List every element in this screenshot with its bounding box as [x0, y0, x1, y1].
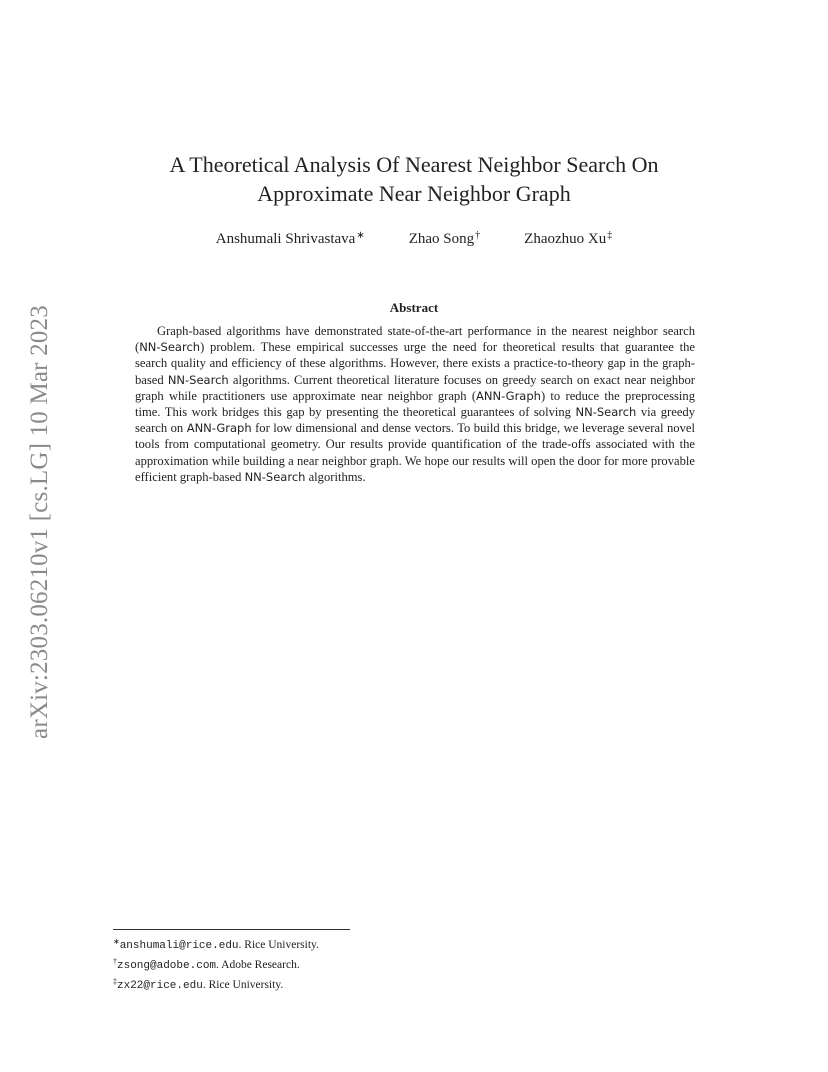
abstract-text: ) to reduce the preprocessing time. This work bridges this gap by presenting the theoretical guarantees of solving [135, 388, 695, 420]
author-1 [216, 230, 365, 248]
footnote-affiliation: . Rice University. [202, 979, 284, 992]
abstract-text: for low dimensional and dense vectors. To build this bridge, we leverage several novel tools from computational geometry. Our results provide quantification of the trade-offs associated with the approximation while building a near neighbor graph. We hope our results will open the door for more provable efficient graph-based [135, 421, 695, 484]
author-name: Zhao Song [408, 231, 475, 247]
author-list [0, 230, 828, 248]
footnote-email[interactable]: anshumali@rice.edu [119, 940, 239, 952]
term-nn-search: NN-Search [167, 372, 229, 387]
term-nn-search: NN-Search [244, 469, 306, 484]
abstract-body [135, 323, 695, 485]
footnote-rule [113, 929, 350, 930]
abstract-heading: Abstract [389, 300, 439, 315]
footnote-3 [113, 974, 513, 994]
term-ann-graph: ANN-Graph [476, 388, 541, 403]
term-nn-search: NN-Search [139, 340, 201, 355]
abstract-text: ) problem. These empirical successes urge the need for theoretical results that guarantee the search quality and efficiency of these algorithms. However, there exists a practice-to-theory gap in the graph-based [135, 340, 695, 387]
author-mark: † [475, 230, 481, 241]
abstract-text: Graph-based algorithms have demonstrated state-of-the-art performance in the nearest neighbor search ( [135, 324, 695, 355]
abstract-text: algorithms. [305, 469, 366, 484]
author-3 [524, 230, 612, 248]
author-mark: ‡ [607, 230, 613, 241]
arxiv-stamp-text: arXiv:2303.06210v1 [cs.LG] 10 Mar 2023 [26, 304, 54, 739]
author-mark: ∗ [356, 230, 365, 241]
arxiv-stamp [22, 283, 58, 760]
abstract-text: algorithms. Current theoretical literature focuses on greedy search on exact near neighbor graph while practitioners use approximate near neighbor graph ( [135, 372, 695, 403]
footnote-2 [113, 954, 513, 974]
title-line-2: Approximate Near Neighbor Graph [257, 181, 571, 206]
footnote-mark: † [113, 957, 117, 967]
footnote-affiliation: . Adobe Research. [216, 959, 300, 972]
title-line-1: A Theoretical Analysis Of Nearest Neighbor Search On [169, 152, 659, 177]
abstract-text: via greedy search on [135, 405, 695, 436]
author-name: Anshumali Shrivastava [215, 231, 356, 247]
paper-title [0, 150, 828, 208]
footnote-affiliation: . Rice University. [238, 939, 319, 951]
author-2 [409, 230, 480, 248]
footnote-email[interactable]: zsong@adobe.com [117, 960, 217, 973]
footnote-email[interactable]: zx22@rice.edu [117, 980, 203, 993]
footnote-1 [113, 934, 513, 954]
footnote-mark: ∗ [113, 937, 120, 946]
footnote-mark: ‡ [113, 977, 117, 987]
footnotes [113, 934, 513, 995]
term-ann-graph: ANN-Graph [186, 421, 252, 436]
term-nn-search: NN-Search [575, 405, 637, 420]
author-name: Zhaozhuo Xu [524, 231, 607, 247]
